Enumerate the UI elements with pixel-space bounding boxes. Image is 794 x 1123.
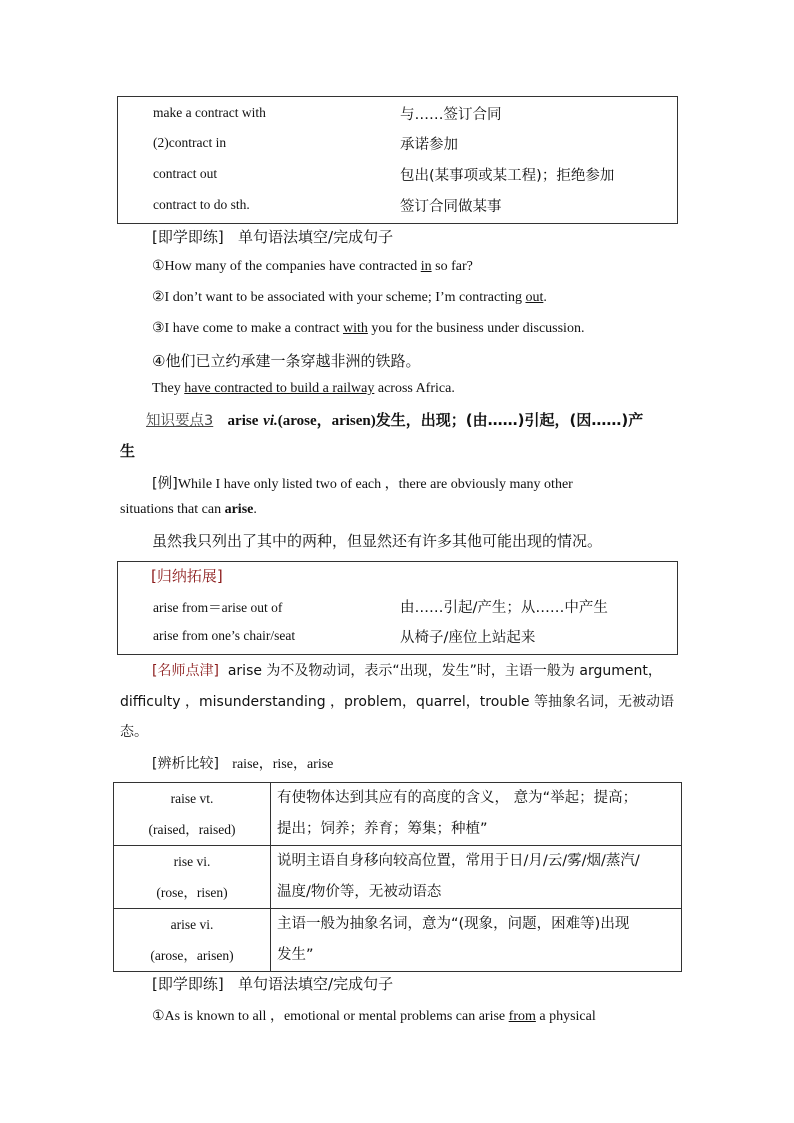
practice-question: ①As is known to all ，emotional or mental problems can arise from a physical: [152, 1009, 596, 1024]
example-translation: 虽然我只列出了其中的两种，但显然还有许多其他可能出现的情况。: [152, 532, 603, 550]
knowledge-point-label: 知识要点3: [146, 413, 214, 429]
headword: arise: [227, 413, 259, 429]
example-line: [例]While I have only listed two of each ，there are obviously many other: [152, 476, 573, 492]
table-row: [114, 909, 682, 972]
word-cell: rise vi. (rose，risen): [114, 846, 271, 909]
part-of-speech: vi.: [263, 413, 278, 429]
phrase-cn: 承诺参加: [400, 136, 458, 153]
answer-blank: from: [508, 1009, 536, 1024]
phrase-en: contract to do sth.: [153, 197, 250, 212]
phrase-row: [118, 193, 677, 217]
meaning-cell: 有使物体达到其应有的高度的含义， 意为“举起；提高； 提出；饲养；养育；筹集；种植”: [271, 783, 682, 846]
compare-label: [辨析比较]: [152, 756, 219, 772]
answer-blank: out: [525, 290, 544, 305]
headword-meaning-cont: 生: [120, 442, 136, 460]
phrase-cn: 包出(某事项或某工程)；拒绝参加: [400, 167, 615, 184]
phrase-cn: 由……引起/产生；从……中产生: [400, 599, 608, 616]
knowledge-point-heading: [146, 409, 643, 430]
phrase-en: make a contract with: [153, 105, 266, 120]
phrase-row: [118, 594, 677, 618]
answer-blank: have contracted to build a railway: [184, 381, 375, 396]
summary-box: [117, 561, 678, 655]
phrase-cn: 签订合同做某事: [400, 198, 502, 215]
table-row: [114, 846, 682, 909]
answer-blank: with: [342, 321, 368, 336]
tip-line: 态。: [120, 724, 148, 740]
tip-label: [名师点津]: [152, 663, 219, 679]
practice-question: ①How many of the companies have contracted in so far?: [152, 259, 473, 274]
phrase-en: (2)contract in: [153, 135, 227, 150]
phrase-row: [118, 624, 677, 648]
contract-phrase-box: [117, 96, 678, 224]
phrase-en: arise from one’s chair/seat: [153, 628, 296, 643]
answer-blank: in: [420, 259, 432, 274]
practice-heading: [152, 973, 393, 994]
tip-line: difficulty ，misunderstanding ，problem，quarrel，trouble 等抽象名词，无被动语: [120, 694, 674, 710]
phrase-en: contract out: [153, 166, 218, 181]
phrase-cn: 从椅子/座位上站起来: [400, 629, 536, 646]
word-cell: arise vi. (arose，arisen): [114, 909, 271, 972]
phrase-en: arise from＝arise out of: [153, 600, 283, 615]
phrase-row: [118, 101, 677, 125]
example-keyword: arise: [224, 502, 254, 517]
practice-question: ②I don’t want to be associated with your scheme; I’m contracting out.: [152, 290, 547, 305]
compare-heading: [152, 753, 333, 773]
practice-heading: [152, 226, 393, 247]
phrase-cn: 与……签订合同: [400, 106, 502, 123]
word-cell: raise vt. (raised，raised): [114, 783, 271, 846]
compare-words: raise，rise，arise: [232, 757, 334, 772]
phrase-row: [118, 162, 677, 186]
practice-title: 单句语法填空/完成句子: [238, 228, 394, 246]
table-row: [114, 783, 682, 846]
practice-label: [即学即练]: [152, 975, 224, 993]
tip-line: [名师点津] arise 为不及物动词，表示“出现，发生”时，主语一般为 argument，: [152, 663, 662, 679]
example-label: [例]: [152, 476, 178, 492]
summary-label: [归纳拓展]: [151, 567, 223, 585]
example-line: situations that can arise.: [120, 502, 257, 517]
meaning-cell: 说明主语自身移向较高位置，常用于日/月/云/雾/烟/蒸汽/ 温度/物价等，无被动语态: [271, 846, 682, 909]
practice-question: ③I have come to make a contract with you for the business under discussion.: [152, 321, 585, 336]
practice-label: [即学即练]: [152, 228, 224, 246]
practice-question: They have contracted to build a railway across Africa.: [152, 381, 455, 396]
verb-forms: (arose，arisen): [277, 413, 376, 429]
practice-title: 单句语法填空/完成句子: [238, 975, 394, 993]
meaning-cell: 主语一般为抽象名词，意为“(现象，问题，困难等)出现 发生”: [271, 909, 682, 972]
practice-question-cn: ④他们已立约承建一条穿越非洲的铁路。: [152, 352, 421, 370]
phrase-row: [118, 131, 677, 155]
compare-table: [113, 782, 682, 972]
headword-meaning: 发生，出现；(由……)引起，(因……)产: [375, 411, 644, 429]
